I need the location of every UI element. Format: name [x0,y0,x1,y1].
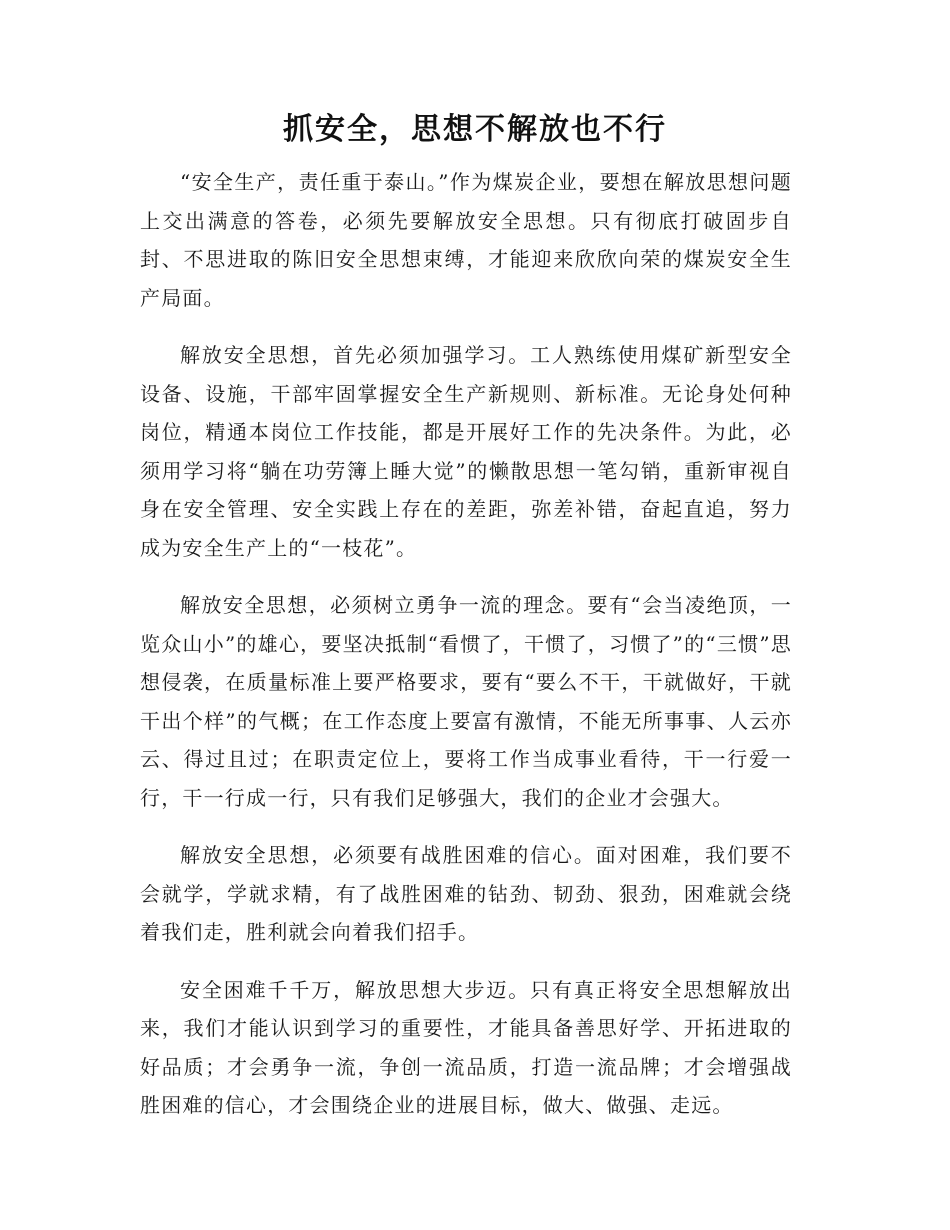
paragraph-1: “安全生产，责任重于泰山。”作为煤炭企业，要想在解放思想问题上交出满意的答卷，必须先要解放安全思想。只有彻底打破固步自封、不思进取的陈旧安全思想束缚，才能迎来欣欣向荣的煤炭安全生产局面。 [140,170,792,310]
paragraph-4: 解放安全思想，必须要有战胜困难的信心。面对困难，我们要不会就学，学就求精，有了战胜困难的钻劲、韧劲、狠劲，困难就会绕着我们走，胜利就会向着我们招手。 [140,843,792,944]
paragraph-2: 解放安全思想，首先必须加强学习。工人熟练使用煤矿新型安全设备、设施，干部牢固掌握安全生产新规则、新标准。无论身处何种岗位，精通本岗位工作技能，都是开展好工作的先决条件。为此，必须用学习将“躺在功劳簿上睡大觉”的懒散思想一笔勾销，重新审视自身在安全管理、安全实践上存在的差距，弥差补错，奋起直追，努力成为安全生产上的“一枝花”。 [140,343,792,560]
document-body [140,163,792,1144]
paragraph-5: 安全困难千千万，解放思想大步迈。只有真正将安全思想解放出来，我们才能认识到学习的重要性，才能具备善思好学、开拓进取的好品质；才会勇争一流，争创一流品质，打造一流品牌；才会增强战胜困难的信心，才会围绕企业的进展目标，做大、做强、走远。 [140,977,792,1117]
document-title: 抓安全，思想不解放也不行 [283,112,667,147]
paragraph-3: 解放安全思想，必须树立勇争一流的理念。要有“会当凌绝顶，一览众山小”的雄心，要坚决抵制“看惯了，干惯了，习惯了”的“三惯”思想侵袭，在质量标准上要严格要求，要有“要么不干，干就做好，干就干出个样”的气概；在工作态度上要富有激情，不能无所事事、人云亦云、得过且过；在职责定位上，要将工作当成事业看待，干一行爱一行，干一行成一行，只有我们足够强大，我们的企业才会强大。 [140,593,792,810]
